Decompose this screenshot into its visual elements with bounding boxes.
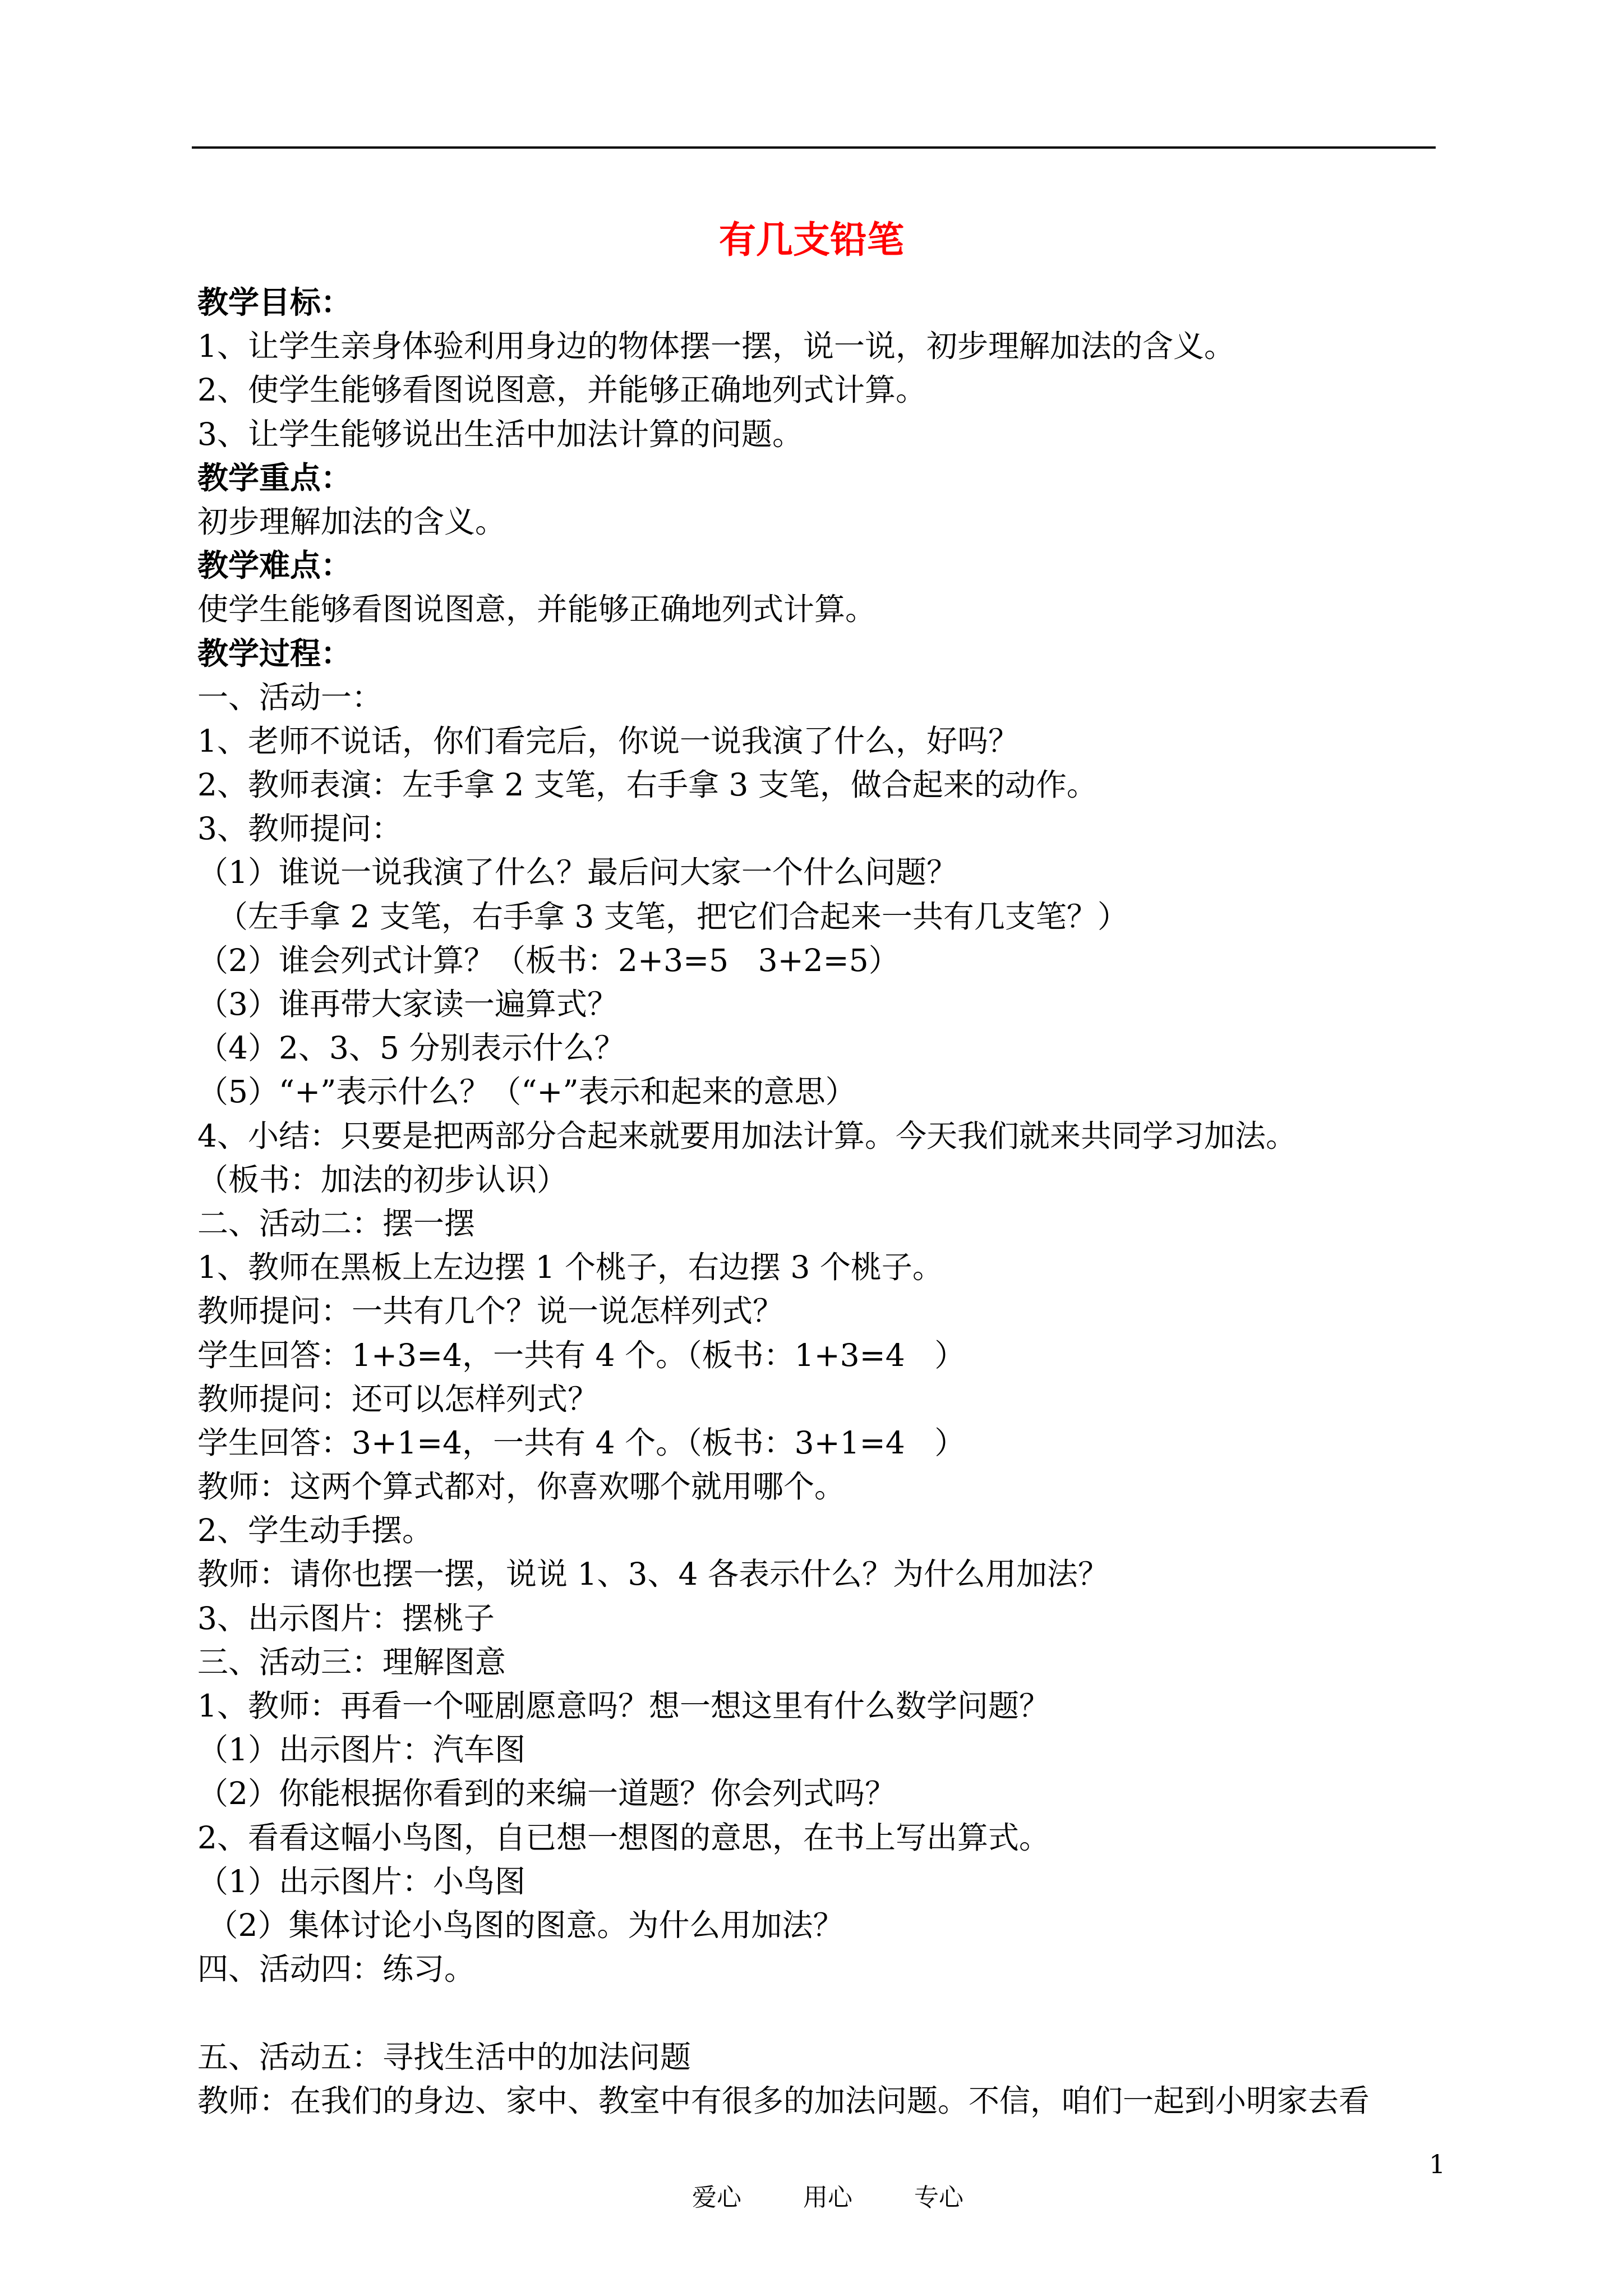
text-line: 初步理解加法的含义。 [197, 503, 506, 540]
section-heading: 教学难点： [197, 547, 352, 584]
text-line: （1）谁说一说我演了什么？最后问大家一个什么问题？ [197, 854, 957, 891]
text-line: 3、出示图片：摆桃子 [197, 1600, 495, 1636]
text-line: 五、活动五：寻找生活中的加法问题 [197, 2039, 691, 2075]
text-line: 1、教师：再看一个哑剧愿意吗？想一想这里有什么数学问题？ [197, 1688, 1050, 1724]
document-title: 有几支铅笔 [719, 218, 904, 261]
text-line: 学生回答：1+3=4，一共有 4 个。（板书：1+3=4 ） [197, 1337, 966, 1373]
text-line: 3、让学生能够说出生活中加法计算的问题。 [197, 416, 803, 452]
text-line: （左手拿 2 支笔，右手拿 3 支笔，把它们合起来一共有几支笔？） [197, 898, 1128, 935]
section-heading: 教学过程： [197, 634, 352, 671]
text-line: （3）谁再带大家读一遍算式？ [197, 986, 618, 1022]
footer-motto [676, 2147, 1025, 2215]
text-line: 三、活动三：理解图意 [197, 1644, 506, 1680]
text-line: 四、活动四：练习。 [197, 1951, 476, 1987]
footer-motto-2: 用心 [803, 2183, 852, 2212]
text-line: 2、使学生能够看图说图意，并能够正确地列式计算。 [197, 372, 926, 408]
text-line: 1、让学生亲身体验利用身边的物体摆一摆，说一说，初步理解加法的含义。 [197, 328, 1235, 365]
header-rule [192, 146, 1436, 149]
text-line: 使学生能够看图说图意，并能够正确地列式计算。 [197, 591, 877, 628]
text-line: 2、看看这幅小鸟图，自已想一想图的意思，在书上写出算式。 [197, 1819, 1050, 1856]
section-heading: 教学重点： [197, 459, 352, 496]
text-line: （1）出示图片：小鸟图 [197, 1863, 525, 1899]
text-line: 4、小结：只要是把两部分合起来就要用加法计算。今天我们就来共同学习加法。 [197, 1117, 1297, 1154]
text-line: 教师：在我们的身边、家中、教室中有很多的加法问题。不信，咱们一起到小明家去看 [197, 2082, 1370, 2119]
section-heading: 教学目标： [197, 284, 352, 320]
text-line: 教师提问：还可以怎样列式？ [197, 1381, 599, 1417]
text-line: 2、学生动手摆。 [197, 1512, 433, 1549]
document-body [197, 280, 1454, 2123]
text-line: 学生回答：3+1=4，一共有 4 个。（板书：3+1=4 ） [197, 1424, 966, 1461]
text-line: 二、活动二：摆一摆 [197, 1205, 476, 1241]
text-line: （1）出示图片：汽车图 [197, 1732, 525, 1768]
text-line: 教师提问：一共有几个？说一说怎样列式？ [197, 1293, 784, 1329]
text-line: 3、教师提问： [197, 811, 402, 847]
text-line: 教师：请你也摆一摆，说说 1、3、4 各表示什么？为什么用加法？ [197, 1556, 1109, 1593]
text-line: 一、活动一： [197, 679, 383, 715]
text-line: （5）“+”表示什么？（“+”表示和起来的意思） [197, 1074, 856, 1110]
text-line: 教师：这两个算式都对，你喜欢哪个就用哪个。 [197, 1469, 846, 1505]
text-line: 1、教师在黑板上左边摆 1 个桃子，右边摆 3 个桃子。 [197, 1249, 943, 1286]
footer-motto-3: 专心 [914, 2183, 963, 2212]
text-line: （板书：加法的初步认识） [197, 1161, 568, 1198]
text-line: （2）你能根据你看到的来编一道题？你会列式吗？ [197, 1775, 896, 1812]
text-line: （2）谁会列式计算？（板书：2+3=5 3+2=5） [197, 942, 900, 978]
text-line: （4）2、3、5 分别表示什么？ [197, 1030, 625, 1066]
footer-motto-1: 爱心 [691, 2183, 741, 2212]
text-line: 2、教师表演：左手拿 2 支笔，右手拿 3 支笔，做合起来的动作。 [197, 767, 1098, 803]
text-line: 1、老师不说话，你们看完后，你说一说我演了什么，好吗？ [197, 723, 1019, 759]
page-number: 1 [1429, 2149, 1446, 2179]
text-line: （2）集体讨论小鸟图的图意。为什么用加法？ [197, 1907, 844, 1943]
text-line [197, 1991, 1454, 2035]
